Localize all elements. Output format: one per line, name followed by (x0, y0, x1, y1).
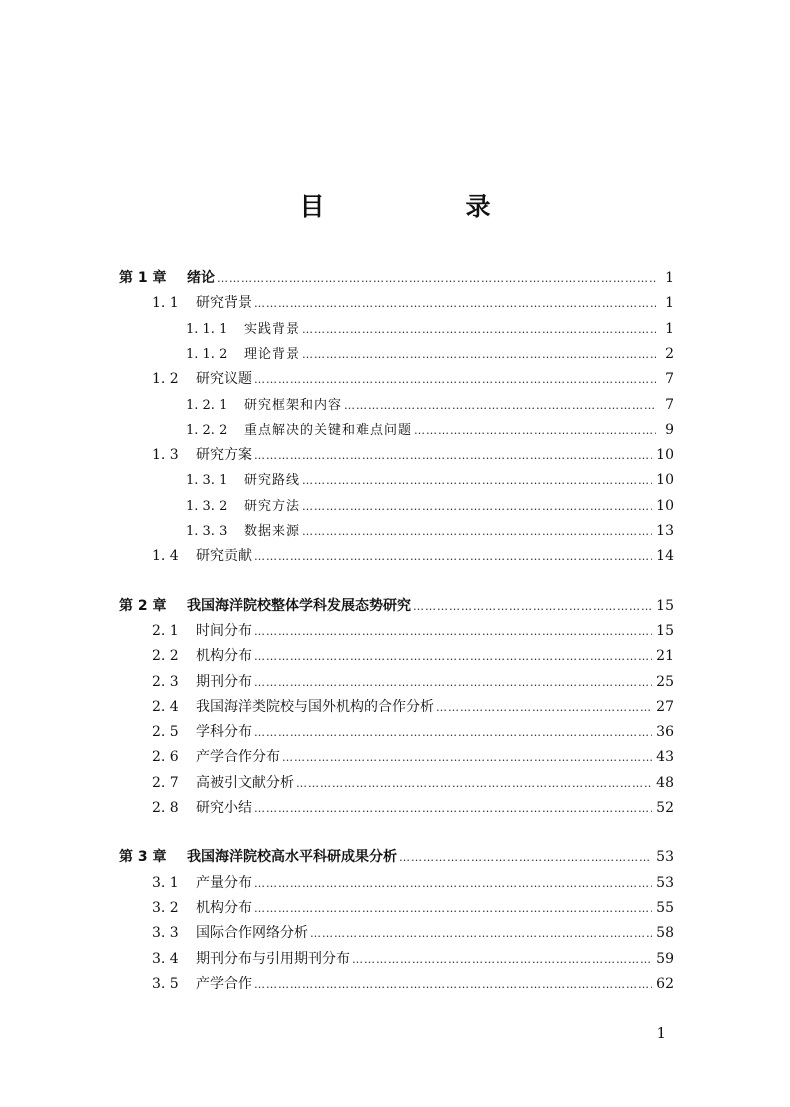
toc-entry-page: 43 (656, 749, 674, 766)
toc-entry-number: 第 2 章 (119, 597, 167, 614)
toc-entry-title: 产学合作分布 (196, 749, 280, 766)
toc-entry-number: 1. 1. 2 (186, 346, 228, 362)
toc-subsection-entry (186, 495, 674, 517)
toc-entry-title: 机构分布 (196, 648, 252, 665)
toc-leader-dots (302, 496, 652, 518)
toc-leader-dots (302, 521, 652, 543)
toc-entry-number: 2. 5 (152, 724, 179, 741)
toc-leader-dots (302, 319, 656, 341)
toc-entry-title: 重点解决的关键和难点问题 (244, 422, 413, 438)
toc-subsection-entry (186, 520, 674, 542)
toc-entry-title: 研究方法 (244, 498, 301, 514)
toc-leader-dots (302, 470, 652, 492)
toc-entry-page: 15 (656, 597, 674, 614)
toc-section-entry (152, 922, 674, 944)
toc-entry-title: 实践背景 (244, 321, 301, 337)
toc-entry-number: 1. 1. 1 (186, 321, 228, 337)
toc-entry-title: 理论背景 (244, 346, 301, 362)
toc-entry-number: 1. 3. 3 (186, 524, 228, 539)
toc-entry-title: 我国海洋院校整体学科发展态势研究 (187, 597, 411, 614)
toc-entry-number: 2. 4 (152, 698, 179, 715)
toc-entry-number: 2. 1 (152, 622, 179, 639)
toc-entry-page: 7 (665, 396, 674, 413)
toc-entry-title: 国际合作网络分析 (196, 925, 308, 942)
toc-entry-title: 数据来源 (244, 524, 301, 539)
toc-leader-dots (254, 445, 652, 467)
toc-entry-number: 2. 6 (152, 749, 179, 766)
toc-entry-page: 2 (665, 345, 674, 362)
toc-section-entry (152, 368, 674, 390)
toc-entry-title: 研究路线 (244, 473, 301, 489)
toc-entry-page: 27 (656, 698, 674, 715)
toc-leader-dots (413, 596, 652, 618)
toc-leader-dots (254, 546, 652, 568)
toc-entry-page: 53 (656, 849, 674, 866)
toc-leader-dots (352, 949, 652, 971)
toc-entry-page: 53 (656, 874, 674, 891)
toc-leader-dots (254, 974, 652, 996)
toc-leader-dots (414, 420, 656, 442)
toc-section-entry (152, 292, 674, 314)
toc-chapter-entry (119, 267, 674, 289)
page-number: 1 (656, 1024, 666, 1042)
toc-entry-number: 3. 3 (152, 925, 179, 942)
toc-entry-title: 研究贡献 (196, 548, 252, 565)
toc-leader-dots (254, 369, 656, 391)
toc-section-entry (152, 872, 674, 894)
page-title: 目 录 (299, 192, 549, 221)
toc-leader-dots (282, 747, 652, 769)
toc-entry-title: 产量分布 (196, 874, 252, 891)
toc-entry-number: 2. 2 (152, 648, 179, 665)
toc-entry-title: 我国海洋类院校与国外机构的合作分析 (196, 698, 434, 715)
toc-section-entry (152, 772, 674, 794)
toc-leader-dots (254, 798, 652, 820)
toc-entry-number: 第 3 章 (119, 849, 167, 866)
toc-section-entry (152, 545, 674, 567)
toc-entry-title: 研究议题 (196, 371, 252, 388)
toc-entry-number: 1. 2 (152, 371, 179, 388)
toc-leader-dots (254, 646, 652, 668)
toc-subsection-entry (186, 394, 674, 416)
toc-entry-title: 高被引文献分析 (196, 774, 294, 791)
toc-entry-number: 3. 2 (152, 899, 179, 916)
toc-entry-title: 绪论 (187, 270, 215, 286)
toc-section-entry (152, 444, 674, 466)
toc-entry-title: 研究小结 (196, 800, 252, 816)
toc-entry-title: 我国海洋院校高水平科研成果分析 (187, 849, 397, 866)
toc-entry-page: 10 (656, 447, 674, 464)
toc-entry-page: 10 (656, 472, 674, 489)
toc-leader-dots (254, 672, 652, 694)
toc-section-entry (152, 645, 674, 667)
toc-leader-dots (399, 847, 652, 869)
toc-entry-number: 2. 8 (152, 800, 179, 816)
toc-section-entry (152, 797, 674, 819)
toc-leader-dots (217, 268, 656, 290)
toc-entry-page: 21 (656, 648, 674, 665)
toc-subsection-entry (186, 419, 674, 441)
toc-leader-dots (254, 293, 656, 315)
toc-section-entry (152, 897, 674, 919)
toc-entry-page: 7 (665, 371, 674, 388)
toc-leader-dots (254, 722, 652, 744)
toc-leader-dots (254, 873, 652, 895)
toc-entry-page: 62 (656, 975, 674, 992)
toc-entry-number: 2. 7 (152, 774, 179, 791)
toc-entry-number: 1. 3. 2 (186, 498, 228, 514)
toc-entry-page: 25 (656, 673, 674, 690)
toc-chapter-entry (119, 595, 674, 617)
toc-entry-title: 期刊分布 (196, 673, 252, 690)
toc-subsection-entry (186, 469, 674, 491)
toc-section-entry (152, 671, 674, 693)
toc-entry-number: 1. 2. 1 (186, 397, 228, 413)
toc-section-entry (152, 721, 674, 743)
toc-entry-number: 1. 3. 1 (186, 473, 228, 489)
toc-entry-number: 1. 4 (152, 548, 179, 565)
toc-entry-title: 研究框架和内容 (244, 397, 343, 413)
toc-leader-dots (254, 621, 652, 643)
toc-entry-title: 研究方案 (196, 447, 252, 464)
toc-subsection-entry (186, 343, 674, 365)
toc-entry-title: 时间分布 (196, 622, 252, 639)
toc-entry-page: 1 (665, 270, 674, 286)
toc-entry-number: 1. 3 (152, 447, 179, 464)
toc-entry-title: 学科分布 (196, 724, 252, 741)
toc-entry-number: 2. 3 (152, 673, 179, 690)
toc-entry-page: 58 (656, 925, 674, 942)
toc-leader-dots (296, 773, 652, 795)
toc-section-entry (152, 620, 674, 642)
toc-section-entry (152, 973, 674, 995)
toc-section-entry (152, 948, 674, 970)
toc-entry-number: 第 1 章 (119, 270, 167, 286)
toc-entry-page: 15 (656, 622, 674, 639)
toc-entry-number: 1. 1 (152, 295, 179, 312)
toc-entry-page: 13 (656, 523, 674, 539)
toc-entry-page: 9 (665, 421, 674, 438)
toc-entry-title: 产学合作 (196, 975, 252, 992)
toc-entry-title: 机构分布 (196, 899, 252, 916)
toc-entry-number: 1. 2. 2 (186, 422, 228, 438)
toc-entry-number: 3. 5 (152, 975, 179, 992)
toc-entry-page: 55 (656, 899, 674, 916)
toc-chapter-entry (119, 846, 674, 868)
toc-entry-page: 36 (656, 724, 674, 741)
toc-leader-dots (310, 923, 652, 945)
toc-leader-dots (302, 344, 656, 366)
toc-entry-page: 52 (656, 800, 674, 816)
toc-entry-page: 14 (656, 548, 674, 565)
toc-section-entry (152, 746, 674, 768)
toc-entry-page: 1 (665, 295, 674, 312)
toc-subsection-entry (186, 318, 674, 340)
toc-entry-page: 10 (656, 497, 674, 514)
toc-leader-dots (254, 898, 652, 920)
toc-leader-dots (436, 697, 652, 719)
toc-entry-number: 3. 1 (152, 874, 179, 891)
toc-leader-dots (344, 395, 656, 417)
toc-entry-page: 48 (656, 774, 674, 791)
toc-entry-title: 研究背景 (196, 295, 252, 312)
toc-entry-page: 1 (665, 320, 674, 337)
toc-entry-title: 期刊分布与引用期刊分布 (196, 950, 350, 967)
toc-entry-page: 59 (656, 950, 674, 967)
toc-entry-number: 3. 4 (152, 950, 179, 967)
toc-section-entry (152, 696, 674, 718)
